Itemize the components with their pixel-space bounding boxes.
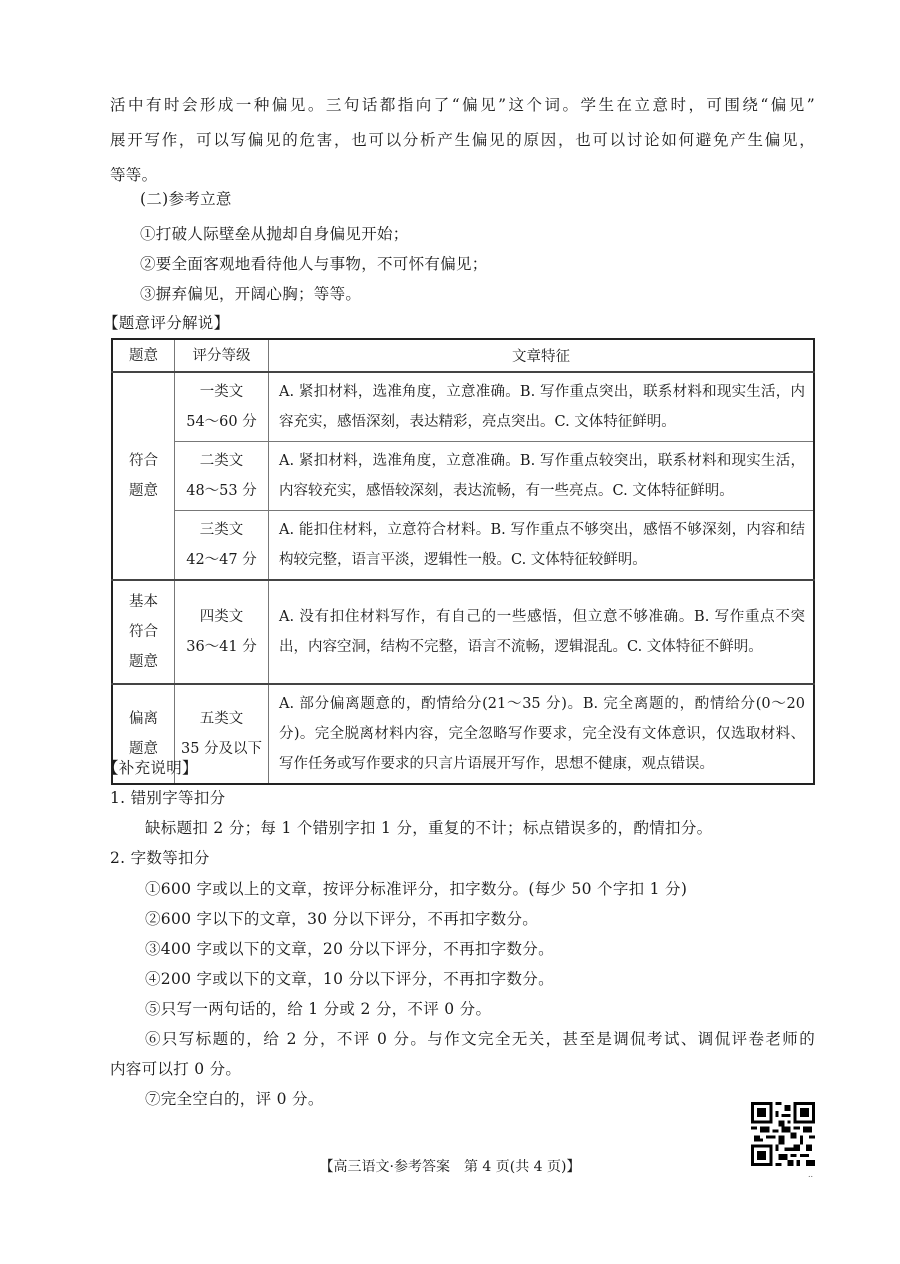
supplement-section-2-title: 2. 字数等扣分 xyxy=(110,849,210,867)
level-name: 四类文 xyxy=(199,609,244,625)
level-score: 36～41 分 xyxy=(186,639,257,655)
level-cell xyxy=(175,442,269,511)
page-footer: 【高三语文·参考答案 第 4 页(共 4 页)】 xyxy=(319,1159,581,1175)
level-score: 54～60 分 xyxy=(186,414,257,430)
scoring-heading: 【题意评分解说】 xyxy=(103,314,230,332)
reference-heading: (二)参考立意 xyxy=(140,190,232,208)
header-topic: 题意 xyxy=(112,339,175,372)
level-cell xyxy=(175,372,269,442)
feature-cell xyxy=(269,511,815,581)
feature-cell xyxy=(269,684,815,784)
word-count-rule-4: ④200 字或以下的文章，10 分以下评分，不再扣字数分。 xyxy=(145,970,554,988)
level-cell xyxy=(175,511,269,581)
feature-line: A. 能扣住材料，立意符合材料。B. 写作重点不够突出，感悟不够深刻，内容和结 xyxy=(279,522,805,538)
feature-line: A. 紧扣材料，选准角度，立意准确。B. 写作重点突出，联系材料和现实生活，内 xyxy=(279,384,805,400)
level-score: 35 分及以下 xyxy=(180,741,263,757)
table-row xyxy=(112,511,814,581)
header-level: 评分等级 xyxy=(175,339,269,372)
word-count-rule-3: ③400 字或以下的文章，20 分以下评分，不再扣字数分。 xyxy=(145,940,554,958)
feature-line: A. 部分偏离题意的，酌情给分(21～35 分)。B. 完全离题的，酌情给分(0～20 xyxy=(279,696,805,712)
level-name: 五类文 xyxy=(199,711,244,727)
group-label-line: 题意 xyxy=(129,483,158,499)
feature-cell xyxy=(269,372,815,442)
level-score: 48～53 分 xyxy=(186,483,257,499)
reference-item-3: ③摒弃偏见，开阔心胸；等等。 xyxy=(140,285,362,303)
feature-line: A. 紧扣材料，选准角度，立意准确。B. 写作重点较突出，联系材料和现实生活， xyxy=(279,453,805,469)
supplement-section-1-text: 缺标题扣 2 分；每 1 个错别字扣 1 分，重复的不计；标点错误多的，酌情扣分。 xyxy=(145,819,713,837)
table-row xyxy=(112,442,814,511)
word-count-rule-6-cont: 内容可以打 0 分。 xyxy=(110,1060,242,1078)
reference-item-1: ①打破人际壁垒从抛却自身偏见开始； xyxy=(140,225,409,243)
group-label xyxy=(112,372,175,580)
feature-line: A. 没有扣住材料写作，有自己的一些感悟，但立意不够准确。B. 写作重点不突 xyxy=(279,609,805,625)
word-count-rule-1: ①600 字或以上的文章，按评分标准评分，扣字数分。(每少 50 个字扣 1 分) xyxy=(145,880,688,898)
feature-line: 内容较充实，感悟较深刻，表达流畅，有一些亮点。C. 文体特征鲜明。 xyxy=(279,483,734,499)
level-score: 42～47 分 xyxy=(186,552,257,568)
intro-line-3: 等等。 xyxy=(110,166,158,184)
feature-cell xyxy=(269,442,815,511)
feature-line: 容充实，感悟深刻，表达精彩，亮点突出。C. 文体特征鲜明。 xyxy=(279,414,676,430)
word-count-rule-6: ⑥只写标题的，给 2 分，不评 0 分。与作文完全无关，甚至是调侃考试、调侃评卷老师的 xyxy=(145,1030,815,1048)
group-label-line: 基本 xyxy=(129,594,158,610)
reference-item-2: ②要全面客观地看待他人与事物，不可怀有偏见； xyxy=(140,255,488,273)
supplement-section-1-title: 1. 错别字等扣分 xyxy=(110,789,226,807)
word-count-rule-5: ⑤只写一两句话的，给 1 分或 2 分，不评 0 分。 xyxy=(145,1000,492,1018)
intro-line-2: 展开写作，可以写偏见的危害，也可以分析产生偏见的原因，也可以讨论如何避免产生偏见， xyxy=(110,131,815,149)
level-name: 二类文 xyxy=(199,453,244,469)
group-label-line: 符合 xyxy=(129,453,158,469)
word-count-rule-2: ②600 字以下的文章，30 分以下评分，不再扣字数分。 xyxy=(145,910,539,928)
feature-line: 写作任务或写作要求的只言片语展开写作，思想不健康，观点错误。 xyxy=(279,756,714,772)
feature-line: 出，内容空洞，结构不完整，语言不流畅，逻辑混乱。C. 文体特征不鲜明。 xyxy=(279,639,763,655)
group-label xyxy=(112,580,175,684)
group-label-line: 符合 xyxy=(129,624,158,640)
word-count-rule-7: ⑦完全空白的，评 0 分。 xyxy=(145,1090,324,1108)
footer-mark: .. xyxy=(808,1170,814,1179)
level-cell xyxy=(175,580,269,684)
level-name: 一类文 xyxy=(199,384,244,400)
header-features: 文章特征 xyxy=(269,339,815,372)
feature-line: 分)。完全脱离材料内容，完全忽略写作要求，完全没有文体意识，仅选取材料、 xyxy=(279,726,805,742)
table-row xyxy=(112,684,814,784)
group-label-line: 题意 xyxy=(129,654,158,670)
group-label-line: 题意 xyxy=(129,741,158,757)
group-label-line: 偏离 xyxy=(129,711,158,727)
level-name: 三类文 xyxy=(199,522,244,538)
feature-cell xyxy=(269,580,815,684)
intro-line-1: 活中有时会形成一种偏见。三句话都指向了“偏见”这个词。学生在立意时，可围绕“偏见” xyxy=(110,96,815,114)
table-row xyxy=(112,372,814,442)
scoring-table xyxy=(111,338,815,785)
table-header-row xyxy=(112,339,814,372)
supplement-heading: 【补充说明】 xyxy=(103,759,198,777)
feature-line: 构较完整，语言平淡，逻辑性一般。C. 文体特征较鲜明。 xyxy=(279,552,647,568)
table-row xyxy=(112,580,814,684)
